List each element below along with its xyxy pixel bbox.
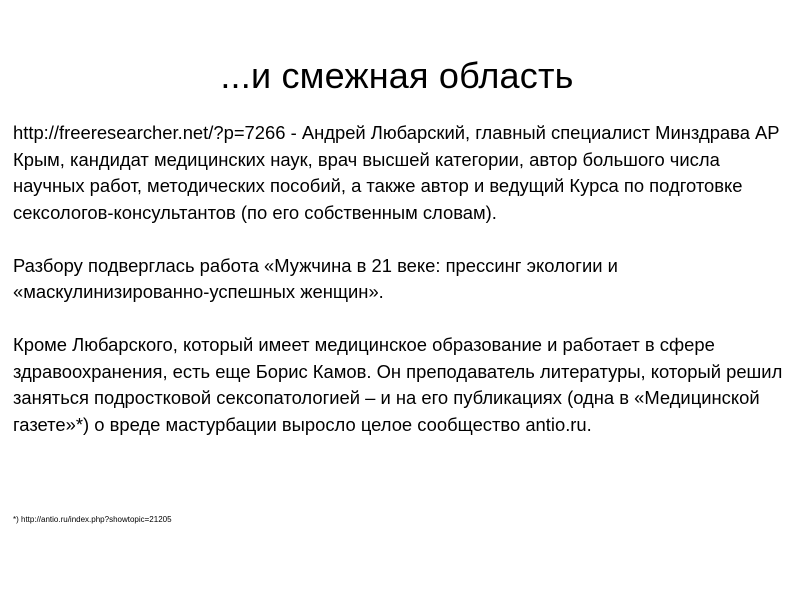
paragraph-gap — [13, 306, 789, 333]
footnote: *) http://antio.ru/index.php?showtopic=21205 — [13, 515, 172, 524]
slide-title: ...и смежная область — [220, 55, 574, 96]
paragraph-kamov: Кроме Любарского, который имеет медицинское образование и работает в сфере здравоохранения, есть еще Борис Камов. Он преподаватель литературы, который решил заняться подростковой сексопатологией – и на его публикациях (одна в «Медицинской газете»*) о вреде мастурбации выросло целое сообщество antio.ru. — [13, 334, 783, 435]
paragraph-analyzed-work: Разбору подверглась работа «Мужчина в 21 веке: прессинг экологии и «маскулинизированно-успешных женщин». — [13, 254, 618, 302]
slide-body — [13, 120, 789, 438]
paragraph-lyubarsky: http://freeresearcher.net/?p=7266 - Андрей Любарский, главный специалист Минздрава АР Крым, кандидат медицинских наук, врач высшей категории, автор большого числа научных работ, методических пособий, а также автор и ведущий Курса по подготовке сексологов-консультантов (по его собственным словам). — [13, 122, 780, 223]
paragraph-gap — [13, 226, 789, 253]
